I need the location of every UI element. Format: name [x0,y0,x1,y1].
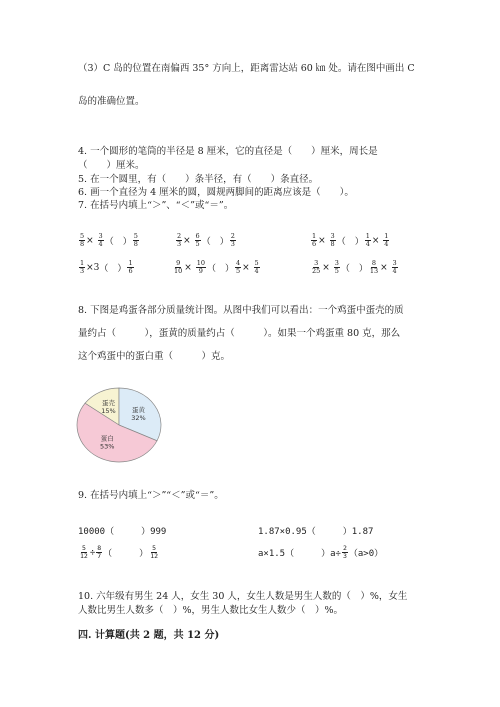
q3-line2: 岛的准确位置。 [78,96,145,107]
egg-pie-chart [74,385,164,465]
q8-line3: 这个鸡蛋中的蛋白重（ ）克。 [78,351,231,362]
q9-item-3: $\frac{5}{12}$ ÷ $\frac{8}{7}$ （ ） $\frac{5}{12}$ [80,544,159,560]
q9-item-1: 10000（ ）999 [78,527,167,537]
q7-item-2: $\frac{2}{3}$ × $\frac{6}{5}$ （ ） $\frac{2}{3}$ [177,232,235,248]
pie-label-2: 蛋黄 [132,406,146,415]
pie-label-1: 蛋壳 [102,398,116,407]
pie-value-2: 32% [131,414,146,423]
q10-line1: 10. 六年级有男生 24 人，女生 30 人，女生人数是男生人数的（ ）%，女生 [78,591,408,602]
q9-item-2: 1.87×0.95（ ）1.87 [258,527,374,537]
pie-value-3: 53% [100,442,115,451]
blank[interactable]: （ ） [104,237,132,247]
section-heading: 四. 计算题(共 2 题，共 12 分) [78,630,220,641]
q3-line1: （3）C 岛的位置在南偏西 35° 方向上，距离雷达站 60 ㎞ 处。请在图中画出 C [78,63,415,74]
q8-line2: 量约占（ ），蛋黄的质量约占（ ）。如果一个鸡蛋重 80 克，那么 [78,328,401,339]
q9-item-4: a×1.5（ ）a÷ $\frac{2}{3}$ （a>0） [258,544,384,560]
q4-line1: 4. 一个圆形的笔筒的半径是 8 厘米，它的直径是（ ）厘米，周长是 [78,146,378,157]
q9-text: 9. 在括号内填上“＞”“＜”或“＝”。 [78,490,224,501]
blank[interactable]: （ ） [336,237,364,247]
q7-item-6: $\frac{3}{25}$ × $\frac{3}{5}$ （ ） $\frac{8}{13}$ × $\frac{3}{4}$ [312,259,397,275]
blank[interactable]: （ ） [103,549,149,559]
blank[interactable]: （ ） [340,264,368,274]
q7-item-1: $\frac{5}{8}$ × $\frac{3}{4}$ （ ） $\frac{5}{8}$ [80,232,138,248]
q5-text: 5. 在一个圆里，有（ ）条半径，有（ ）条直径。 [78,174,319,185]
q7-item-3: $\frac{1}{6}$ × $\frac{3}{8}$ （ ） $\frac{1}{4}$ × $\frac{1}{4}$ [312,232,389,248]
q8-line1: 8. 下图是鸡蛋各部分质量统计图。从图中我们可以看出：一个鸡蛋中蛋壳的质 [78,305,404,316]
q7-item-5: $\frac{9}{10}$ × $\frac{10}{9}$ （ ） $\frac{4}{5}$ × $\frac{5}{4}$ [174,259,259,275]
q10-line2: 人数比男生人数多（ ）%，男生人数比女生人数少（ ）%。 [78,605,344,616]
q7-text: 7. 在括号内填上“＞”、“＜”或“＝”。 [78,200,234,211]
q4-line2: （ ）厘米。 [78,160,145,171]
q6-text: 6. 画一个直径为 4 厘米的圆，圆规两脚间的距离应该是（ ）。 [78,187,354,198]
q7-item-4: $\frac{1}{3}$ ×3 （ ） $\frac{1}{6}$ [80,259,133,275]
blank[interactable]: （ ） [201,237,229,247]
blank[interactable]: （ ） [99,264,127,274]
pie-value-1: 15% [101,406,116,415]
blank[interactable]: （ ） [206,264,234,274]
pie-label-3: 蛋白 [100,434,114,443]
